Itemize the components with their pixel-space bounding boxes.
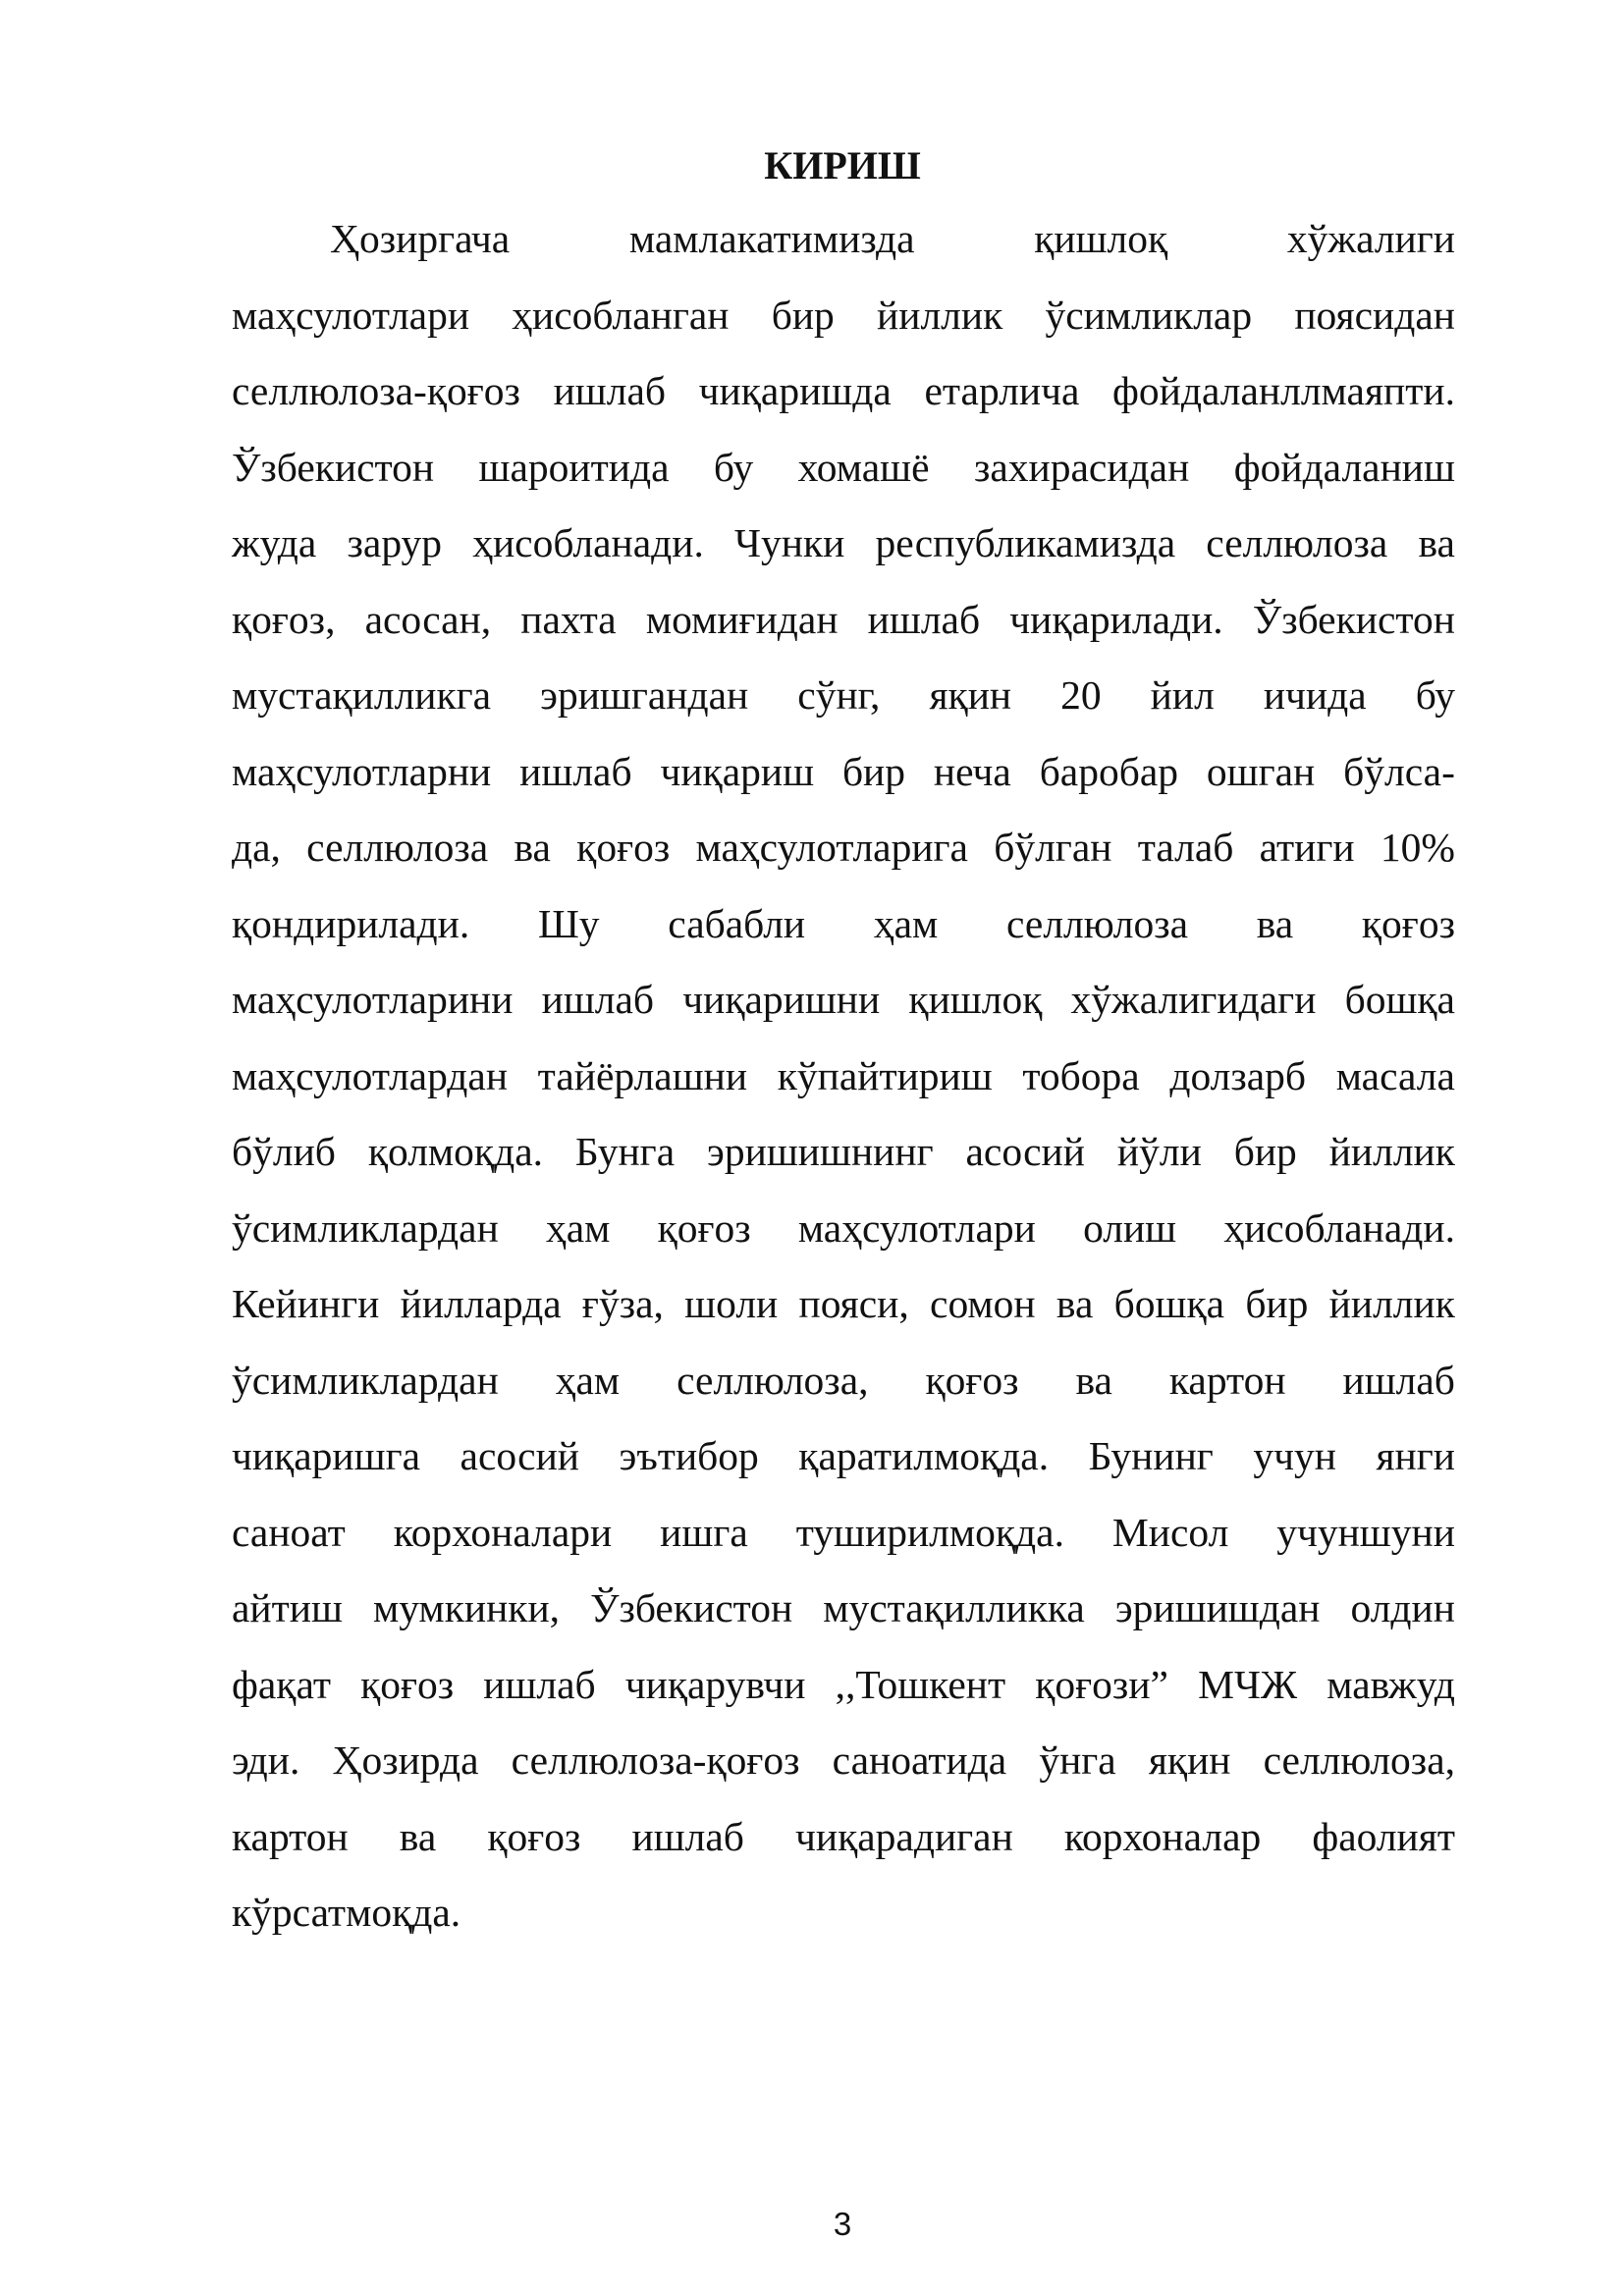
text-word: тобора — [1022, 1052, 1140, 1098]
text-word: да, — [232, 825, 281, 870]
text-word: ишлаб — [1342, 1357, 1455, 1403]
text-word: янги — [1376, 1433, 1455, 1478]
text-word: ўсимликлар — [1045, 292, 1253, 338]
text-word: ишлаб — [631, 1813, 744, 1859]
text-word: ҳам — [873, 900, 939, 946]
text-word: шоли — [684, 1281, 779, 1326]
text-word: ҳам — [555, 1357, 621, 1403]
text-word: қолмоқда. — [367, 1129, 543, 1174]
text-word: мустақилликка — [823, 1585, 1085, 1630]
text-word: 10% — [1380, 825, 1455, 870]
text-word: бир — [841, 748, 906, 794]
text-word: масала — [1335, 1052, 1455, 1098]
text-line — [232, 1266, 1455, 1343]
text-word: тайёрлашни — [537, 1052, 748, 1098]
text-word: бошқа — [1113, 1281, 1225, 1326]
text-word: йилларда — [400, 1281, 562, 1326]
body-paragraph — [232, 201, 1455, 1951]
text-word: талаб — [1137, 825, 1234, 870]
text-word: қоғоз — [925, 1357, 1019, 1403]
text-word: селлюлоза — [1006, 900, 1189, 946]
text-word: жуда — [232, 520, 317, 565]
text-word: эришишдан — [1114, 1585, 1321, 1630]
text-word: етарлича — [924, 368, 1080, 413]
text-line — [232, 1723, 1455, 1799]
text-line — [232, 278, 1455, 354]
text-word: йиллик — [877, 292, 1003, 338]
text-word: хомашё — [797, 444, 930, 490]
text-word: селлюлоза-қоғоз — [232, 368, 520, 413]
text-word: Ўзбекистон — [590, 1585, 793, 1630]
text-word: кўрсатмоқда. — [232, 1890, 461, 1935]
text-word: эришгандан — [540, 672, 749, 718]
text-word: бир — [1245, 1281, 1309, 1326]
text-line — [232, 886, 1455, 963]
text-word: ошган — [1206, 748, 1316, 794]
text-line — [232, 1343, 1455, 1419]
text-word: МЧЖ — [1198, 1661, 1298, 1707]
text-word: асосий — [965, 1129, 1085, 1174]
text-word: ҳисобланади. — [1223, 1204, 1455, 1251]
text-word: ҳам — [545, 1204, 611, 1251]
text-word: қаратилмоқда. — [798, 1433, 1050, 1478]
text-word: селлюлоза-қоғоз — [511, 1737, 800, 1783]
text-line — [232, 1799, 1455, 1876]
text-line — [232, 1875, 1455, 1951]
text-word: ўсимликлардан — [232, 1204, 499, 1251]
text-word: маҳсулотлардан — [232, 1052, 509, 1098]
text-word: йиллик — [1328, 1129, 1455, 1174]
text-word: зарур — [347, 520, 443, 565]
text-word: ишлаб — [519, 748, 632, 794]
text-word: фақат — [232, 1661, 331, 1707]
text-word: чиқаришда — [698, 368, 892, 413]
text-word: ҳисобланади. — [472, 520, 704, 565]
text-word: хўжалигидаги — [1070, 977, 1317, 1022]
text-word: олдин — [1350, 1585, 1455, 1630]
text-word: қоғоз — [657, 1204, 751, 1251]
text-word: ишлаб — [867, 596, 981, 642]
text-word: бўлса- — [1343, 748, 1455, 794]
text-word: Ҳозиргача — [330, 216, 511, 261]
text-word: бўлган — [994, 825, 1112, 870]
text-word: чиқаришга — [232, 1433, 421, 1478]
text-word: маҳсулотларига — [695, 825, 968, 870]
text-word: фаолият — [1312, 1813, 1455, 1859]
text-line — [232, 1039, 1455, 1115]
text-word: мумкинки, — [372, 1585, 561, 1630]
text-word: чиқарувчи — [624, 1661, 806, 1707]
text-word: қишлоқ — [908, 977, 1043, 1022]
text-word: айтиш — [232, 1585, 343, 1630]
text-line — [232, 1647, 1455, 1724]
text-word: пояси, — [798, 1281, 909, 1326]
text-word: Ўзбекистон — [232, 444, 435, 490]
text-word: чиқарилади. — [1009, 596, 1223, 642]
text-word: мустақилликга — [232, 672, 492, 718]
text-word: момиғидан — [645, 596, 839, 642]
text-word: фойдаланллмаяпти. — [1112, 368, 1455, 413]
text-word: захирасидан — [973, 444, 1190, 490]
text-word: олиш — [1083, 1204, 1177, 1251]
text-word: бўлиб — [232, 1129, 336, 1174]
text-word: селлюлоза — [1206, 520, 1388, 565]
text-word: саноатида — [832, 1737, 1007, 1783]
text-word: поясидан — [1294, 292, 1455, 338]
text-line — [232, 1571, 1455, 1647]
text-word: баробар — [1039, 748, 1179, 794]
text-line — [232, 1418, 1455, 1495]
text-line — [232, 430, 1455, 507]
text-word: селлюлоза, — [1263, 1737, 1455, 1783]
text-line — [232, 506, 1455, 582]
text-word: ва — [1256, 900, 1294, 946]
text-word: эришишнинг — [707, 1129, 934, 1174]
text-word: чиқариш — [660, 748, 815, 794]
text-word: эди. — [232, 1737, 300, 1783]
text-word: ўнга — [1039, 1737, 1116, 1783]
text-word: ишга — [660, 1509, 748, 1555]
text-word: қондирилади. — [232, 900, 470, 946]
text-word: Бунга — [574, 1129, 676, 1174]
text-word: сомон — [930, 1281, 1036, 1326]
text-word: корхоналари — [393, 1509, 613, 1555]
text-line — [232, 582, 1455, 659]
page-title: КИРИШ — [764, 143, 921, 187]
text-word: йил — [1150, 672, 1215, 718]
text-word: йўли — [1116, 1129, 1202, 1174]
text-word: картон — [232, 1813, 349, 1859]
text-word: қишлоқ — [1034, 216, 1168, 261]
text-word: Чунки — [734, 520, 845, 565]
text-word: Ўзбекистон — [1252, 596, 1455, 642]
text-word: пахта — [520, 596, 617, 642]
text-line — [232, 1495, 1455, 1572]
text-word: Ҳозирда — [332, 1737, 479, 1783]
text-word: қоғози” — [1035, 1661, 1168, 1707]
page-number: 3 — [833, 2206, 852, 2242]
text-word: Шу — [537, 900, 600, 946]
text-word: қоғоз — [1361, 900, 1455, 946]
text-word: кўпайтириш — [777, 1052, 993, 1098]
text-word: ва — [1056, 1281, 1094, 1326]
text-word: асосан, — [364, 596, 492, 642]
text-word: хўжалиги — [1286, 216, 1455, 261]
text-word: саноат — [232, 1509, 346, 1555]
text-word: учуншуни — [1276, 1509, 1455, 1555]
text-word: республикамизда — [875, 520, 1176, 565]
text-word: Кейинги — [232, 1281, 380, 1326]
text-word: қоғоз — [487, 1813, 581, 1859]
text-word: ва — [1075, 1357, 1112, 1403]
text-line — [232, 658, 1455, 734]
text-word: эътибор — [619, 1433, 759, 1478]
text-word: сўнг, — [797, 672, 881, 718]
text-word: ишлаб — [483, 1661, 596, 1707]
text-word: селлюлоза, — [677, 1357, 869, 1403]
text-word: долзарб — [1169, 1052, 1307, 1098]
text-word: атиги — [1259, 825, 1355, 870]
text-word: чиқарадиган — [795, 1813, 1013, 1859]
text-word: бир — [1233, 1129, 1297, 1174]
text-word: чиқаришни — [682, 977, 881, 1022]
text-word: ,,Тошкент — [835, 1661, 1006, 1707]
text-word: бу — [1415, 672, 1455, 718]
text-line — [232, 353, 1455, 430]
text-word: ҳисобланган — [512, 292, 730, 338]
text-word: шароитида — [478, 444, 670, 490]
text-line — [232, 962, 1455, 1039]
text-word: яқин — [1148, 1737, 1231, 1783]
text-word: туширилмоқда. — [795, 1509, 1064, 1555]
text-word: ишлаб — [553, 368, 666, 413]
text-word: ғўза, — [581, 1281, 664, 1326]
text-word: маҳсулотларини — [232, 977, 514, 1022]
text-line — [232, 201, 1455, 278]
text-word: ва — [399, 1813, 437, 1859]
text-word: йиллик — [1328, 1281, 1455, 1326]
text-word: корхоналар — [1063, 1813, 1262, 1859]
text-word: мавжуд — [1326, 1661, 1455, 1707]
text-word: яқин — [929, 672, 1012, 718]
text-word: қоғоз, — [232, 596, 336, 642]
text-word: ва — [514, 825, 551, 870]
text-word: маҳсулотлари — [232, 292, 470, 338]
text-word: фойдаланиш — [1233, 444, 1455, 490]
text-line — [232, 1191, 1455, 1267]
text-word: сабабли — [668, 900, 806, 946]
text-word: учун — [1253, 1433, 1336, 1478]
text-line — [232, 810, 1455, 886]
text-word: қоғоз — [576, 825, 671, 870]
text-word: селлюлоза — [306, 825, 489, 870]
text-word: маҳсулотларни — [232, 748, 492, 794]
text-word: мамлакатимизда — [628, 216, 915, 261]
text-word: маҳсулотлари — [797, 1204, 1036, 1251]
text-word: асосий — [460, 1433, 580, 1478]
text-word: Мисол — [1111, 1509, 1229, 1555]
text-word: ичида — [1263, 672, 1367, 718]
text-line — [232, 734, 1455, 811]
text-word: ва — [1418, 520, 1455, 565]
text-word: ишлаб — [541, 977, 655, 1022]
text-line — [232, 1114, 1455, 1191]
text-word: бошқа — [1344, 977, 1455, 1022]
text-word: ўсимликлардан — [232, 1357, 499, 1403]
text-word: қоғоз — [360, 1661, 455, 1707]
text-word: 20 — [1060, 672, 1102, 718]
text-word: Бунинг — [1088, 1433, 1214, 1478]
text-word: неча — [933, 748, 1011, 794]
text-word: картон — [1168, 1357, 1286, 1403]
text-word: бир — [771, 292, 835, 338]
text-word: бу — [713, 444, 754, 490]
